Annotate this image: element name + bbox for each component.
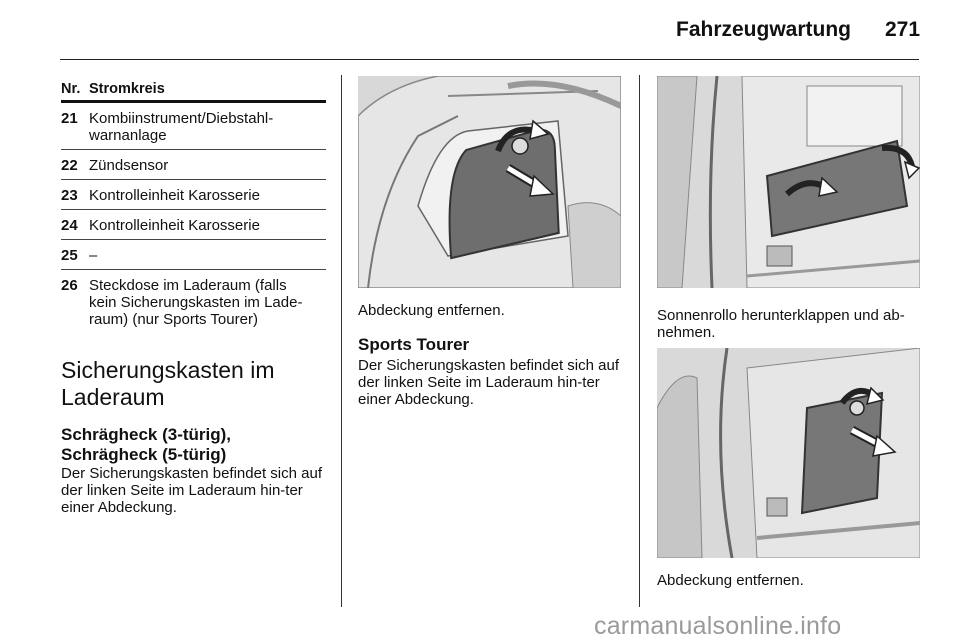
table-row — [61, 150, 326, 179]
table-row — [61, 180, 326, 209]
figure-caption-sports-tourer: Abdeckung entfernen. — [657, 572, 804, 589]
fuse-number: 25 — [61, 247, 78, 264]
fuse-circuit: Steckdose im Laderaum (falls kein Sicherungskasten im Lade- raum) (nur Sports Tourer) — [89, 277, 303, 328]
sports-tourer-heading: Sports Tourer — [358, 335, 470, 354]
fuse-table-header — [61, 81, 326, 100]
figure-caption-sunblind: Sonnenrollo herunterklappen und ab-nehmen. — [657, 307, 905, 341]
figure-sunblind — [657, 76, 920, 288]
figure-caption-hatchback: Abdeckung entfernen. — [358, 302, 505, 319]
sports-tourer-cover-illustration — [657, 348, 920, 558]
column-divider-1 — [341, 75, 342, 607]
figure-hatchback-cover — [358, 76, 621, 288]
sports-tourer-text: Der Sicherungskasten befindet sich auf der linken Seite im Laderaum hin-ter einer Abdeckung. — [358, 357, 619, 408]
section-subheading: Schrägheck (3-türig), Schrägheck (5-türig) — [61, 425, 232, 464]
fuse-circuit: – — [89, 247, 98, 264]
left-column — [61, 81, 326, 516]
header-title: Fahrzeugwartung — [676, 18, 852, 41]
fuse-number: 26 — [61, 277, 78, 294]
header-rule — [60, 59, 919, 60]
hatchback-cover-illustration — [358, 76, 621, 288]
column-divider-2 — [639, 75, 640, 607]
table-row — [61, 210, 326, 239]
col-nr-header: Nr. — [61, 81, 81, 97]
section-text: Der Sicherungskasten befindet sich auf der linken Seite im Laderaum hin-ter einer Abdeckung. — [61, 465, 322, 516]
sunblind-illustration — [657, 76, 920, 288]
fuse-number: 23 — [61, 187, 78, 204]
table-row — [61, 270, 326, 333]
figure-sports-tourer-cover — [657, 348, 920, 558]
fuse-circuit: Zündsensor — [89, 157, 169, 174]
col-circuit-header: Stromkreis — [89, 81, 165, 97]
fuse-number: 24 — [61, 217, 78, 234]
table-row — [61, 240, 326, 269]
fuse-circuit: Kombiinstrument/Diebstahl- warnanlage — [89, 110, 274, 144]
watermark: carmanualsonline.info — [594, 612, 842, 640]
fuse-number: 21 — [61, 110, 78, 127]
fuse-table-body — [61, 103, 326, 333]
fuse-circuit: Kontrolleinheit Karosserie — [89, 217, 260, 234]
fuse-number: 22 — [61, 157, 78, 174]
table-row — [61, 103, 326, 149]
fuse-circuit: Kontrolleinheit Karosserie — [89, 187, 260, 204]
section-heading: Sicherungskasten im Laderaum — [61, 357, 275, 410]
page-number: 271 — [885, 18, 921, 41]
